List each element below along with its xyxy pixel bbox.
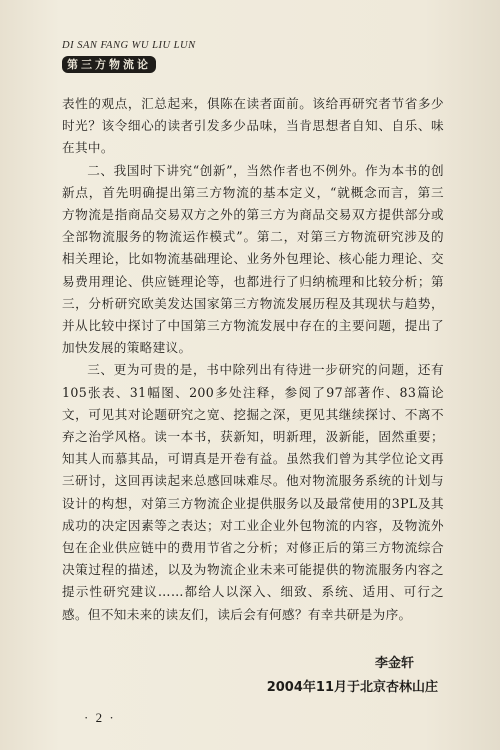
header-chinese-title: 第三方物流论 bbox=[62, 56, 156, 73]
running-header bbox=[62, 40, 322, 73]
signature-date-place: 2004年11月于北京杏林山庄 bbox=[266, 680, 438, 695]
preface-body bbox=[62, 93, 444, 626]
paragraph-continuation: 表性的观点，汇总起来，俱陈在读者面前。该给再研究者节省多少时光？该令细心的读者引发多少品味，当肯思想者自知、自乐、味在其中。 bbox=[62, 96, 444, 156]
header-pinyin-title: DI SAN FANG WU LIU LUN bbox=[62, 40, 196, 51]
page-number: · 2 · bbox=[84, 710, 116, 725]
author-signature: 李金轩 bbox=[374, 656, 414, 671]
paragraph-innovation: 二、我国时下讲究“创新”，当然作者也不例外。作为本书的创新点，首先明确提出第三方物流的基本定义，“就概念而言，第三方物流是指商品交易双方之外的第三方为商品交易双方提供部分或全部物流服务的物流运作模式”。第二，对第三方物流研究涉及的相关理论，比如物流基础理论、业务外包理论、核心能力理论、交易费用理论、供应链理论等，也都进行了归纳梳理和比较分析；第三，分析研究欧美发达国家第三方物流发展历程及其现状与趋势，并从比较中探讨了中国第三方物流发展中存在的主要问题，提出了加快发展的策略建议。 bbox=[62, 162, 444, 356]
paragraph-value: 三、更为可贵的是，书中除列出有待进一步研究的问题，还有105张表、31幅图、200多处注释，参阅了97部著作、83篇论文，可见其对论题研究之宽、挖掘之深，更见其继续探讨、不离不弃之治学风格。读一本书，获新知，明新理，汲新能，固然重要；知其人而慕其品，可谓真是开卷有益。虽然我们曾为其学位论文再三研讨，这回再读起来总感回味难尽。他对物流服务系统的计划与设计的构想，对第三方物流企业提供服务以及最常使用的3PL及其成功的决定因素等之表达；对工业企业外包物流的内容，及物流外包在企业供应链中的费用节省之分析；对修正后的第三方物流综合决策过程的描述，以及为物流企业未来可能提供的物流服务内容之提示性研究建议……都给人以深入、细致、系统、适用、可行之感。但不知未来的读友们，读后会有何感？有幸共研是为序。 bbox=[62, 362, 444, 622]
